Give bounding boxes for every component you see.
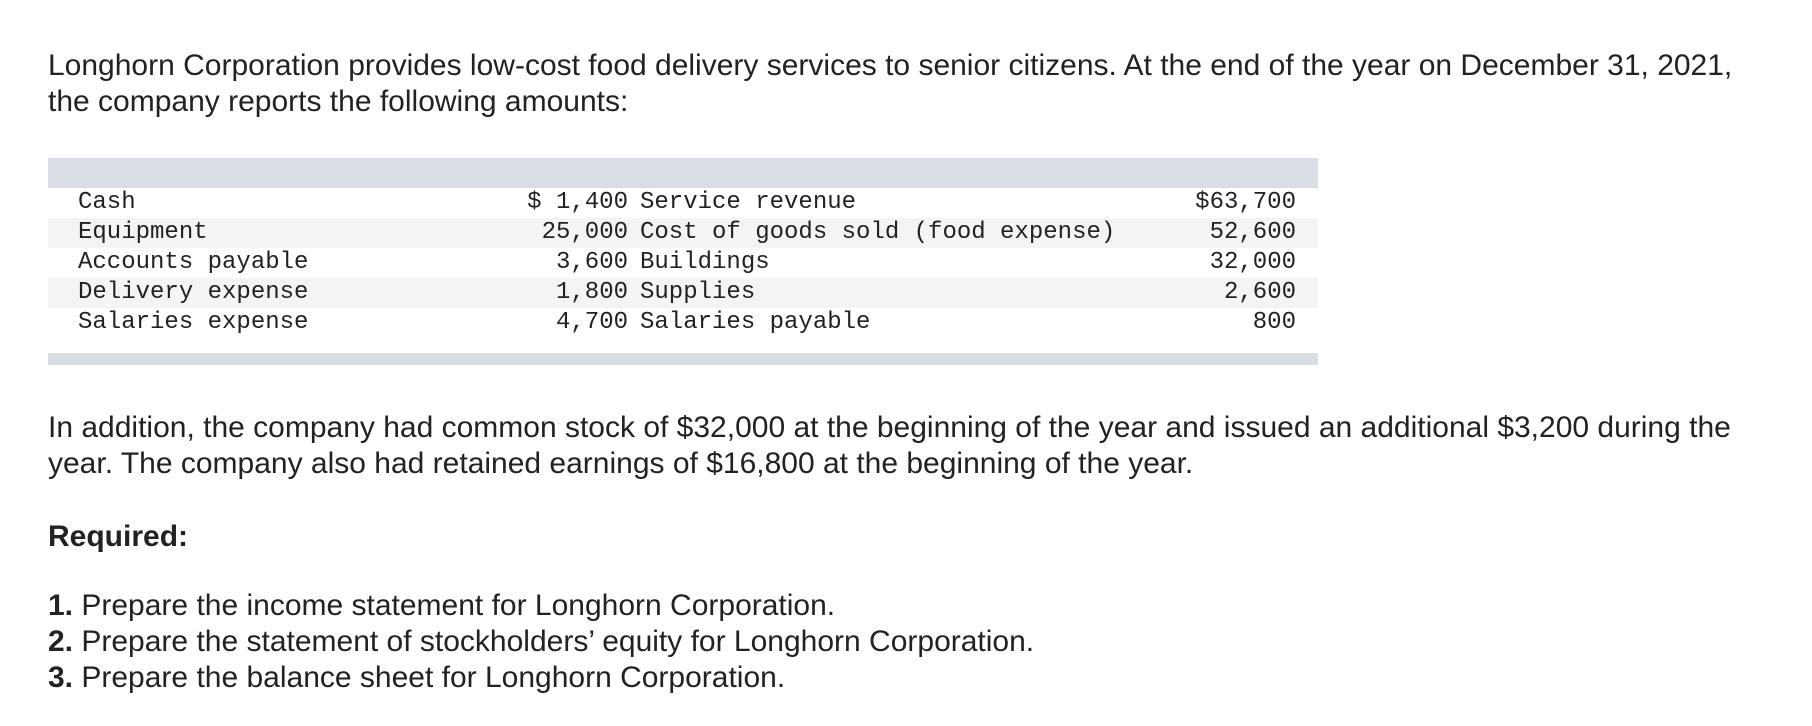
list-item-text: Prepare the income statement for Longhorn Corporation. (81, 589, 836, 622)
required-list (48, 588, 1034, 696)
table-row (48, 308, 1318, 338)
row-label-right: Supplies (640, 279, 756, 306)
row-label-left: Salaries expense (78, 309, 309, 336)
row-label-right: Buildings (640, 249, 770, 276)
row-label-right: Service revenue (640, 189, 857, 216)
addition-paragraph: In addition, the company had common stock of $32,000 at the beginning of the year and issued an additional $3,200 during the year. The company also had retained earnings of $16,800 at the beginning of the year. (48, 411, 1731, 480)
list-item-text: Prepare the balance sheet for Longhorn Corporation. (81, 661, 786, 694)
row-amount-left: 3,600 (555, 249, 628, 276)
row-amount-right: 32,000 (1209, 249, 1296, 276)
intro-paragraph: Longhorn Corporation provides low-cost food delivery services to senior citizens. At the end of the year on December 31, 2021, the company reports the following amounts: (48, 49, 1733, 118)
row-amount-right: 800 (1252, 309, 1296, 336)
list-item (48, 660, 1034, 696)
row-amount-left: 25,000 (541, 219, 628, 246)
table-footer-band (48, 353, 1318, 365)
list-item (48, 624, 1034, 660)
table-row (48, 248, 1318, 278)
list-item-number: 3. (48, 661, 74, 694)
table-row (48, 278, 1318, 308)
row-label-left: Cash (78, 189, 136, 216)
row-label-left: Delivery expense (78, 279, 309, 306)
list-item-text: Prepare the statement of stockholders’ equity for Longhorn Corporation. (81, 625, 1035, 658)
list-item (48, 588, 1034, 624)
row-amount-right: 52,600 (1209, 219, 1296, 246)
list-item-number: 2. (48, 625, 74, 658)
table-row (48, 218, 1318, 248)
row-label-right: Salaries payable (640, 309, 871, 336)
row-amount-right: 2,600 (1223, 279, 1296, 306)
row-amount-left: 4,700 (555, 309, 628, 336)
row-amount-left: $ 1,400 (527, 189, 628, 216)
required-heading: Required: (48, 520, 189, 553)
row-label-left: Equipment (78, 219, 208, 246)
table-row (48, 188, 1318, 218)
table-header-band (48, 158, 1318, 188)
list-item-number: 1. (48, 589, 74, 622)
row-amount-left: 1,800 (555, 279, 628, 306)
row-label-right: Cost of goods sold (food expense) (640, 219, 1116, 246)
row-label-left: Accounts payable (78, 249, 309, 276)
row-amount-right: $63,700 (1195, 189, 1296, 216)
